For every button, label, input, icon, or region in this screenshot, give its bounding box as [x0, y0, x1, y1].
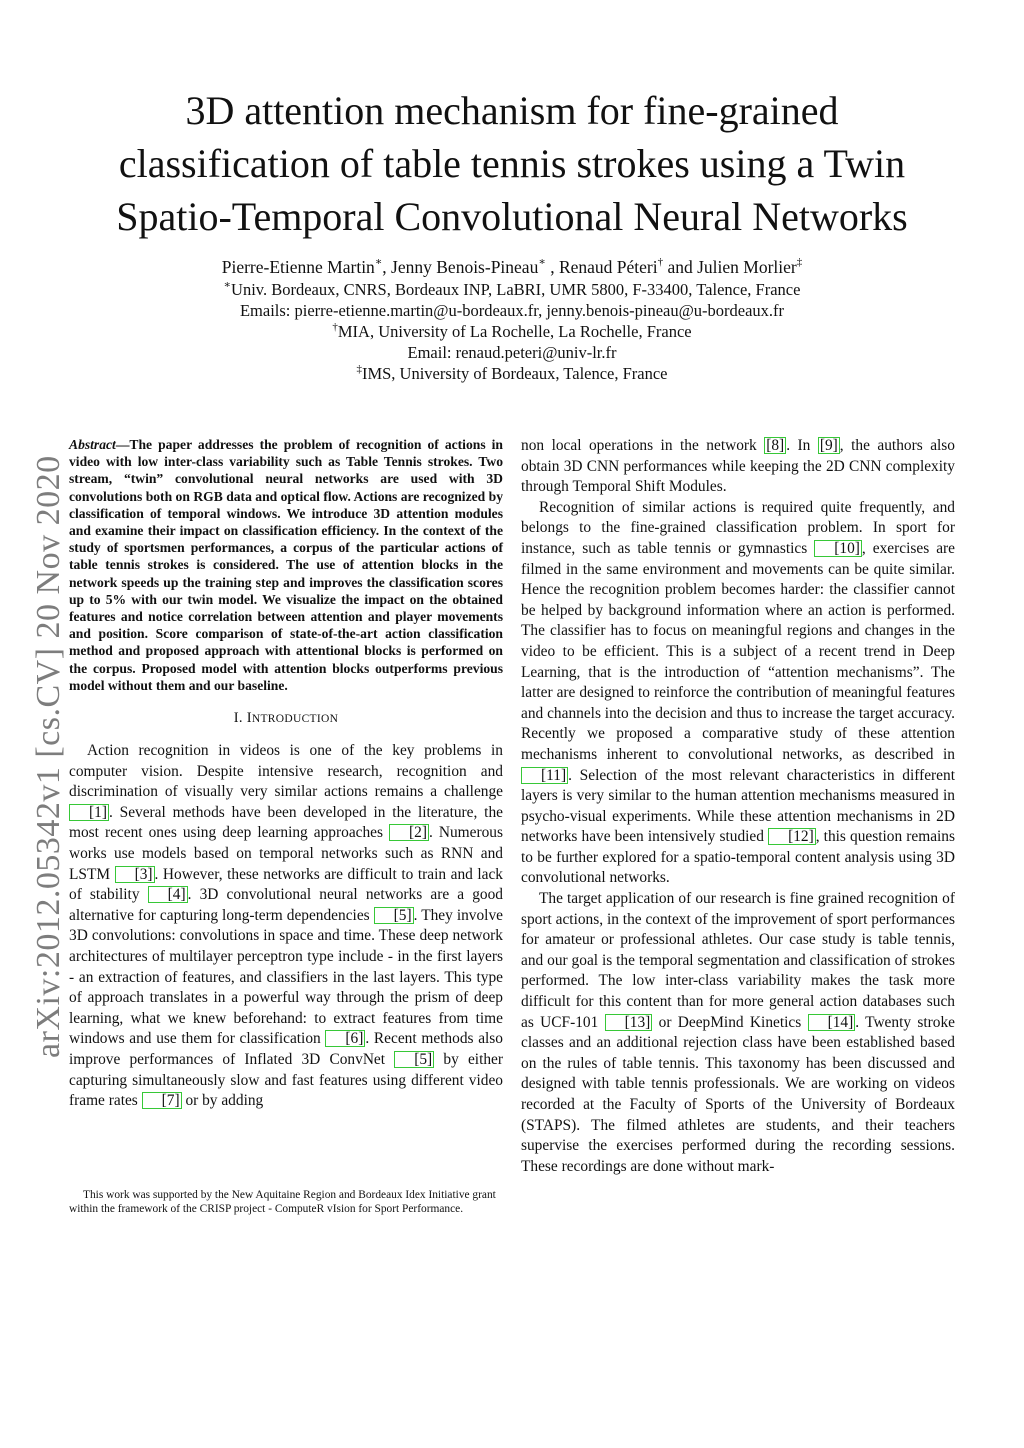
footnote: This work was supported by the New Aquitaine Region and Bordeaux Idex Initiative grant within the framework of the CRISP project - ComputeR vIsion for Sport Performance. — [69, 1189, 496, 1216]
intro-paragraph — [69, 741, 503, 1112]
author-block — [90, 256, 934, 384]
section-title-rest: NTRODUCTION — [251, 713, 339, 726]
citation-link[interactable]: [9] — [819, 437, 838, 454]
left-column — [69, 436, 503, 1112]
text-run: . Numerous works use models based on temporal networks such as RNN and LSTM — [69, 824, 503, 883]
section-first-letter: I — [246, 710, 252, 727]
affil-mark: ‡ — [796, 256, 803, 269]
text-run: . They involve 3D convolutions: convolutions in space and time. These deep network architectures of multilayer perceptron type include - in the first layers - an extraction of features, and classifiers in the last layers. This type of approach translates in a powerful way through the prism of deep learning, what we knew beforehand: to extract features from time windows and use them for classification — [69, 906, 503, 1048]
text-run: The target application of our research is fine grained recognition of sport actions, in the context of the improvement of sport performances for amateur or professional athletes. Our case study is table tennis, and our goal is the temporal segmentation and classification of strokes performed. The low inter-class variability makes the task more difficult for this content than for more general action databases such as UCF-101 — [521, 890, 955, 1031]
citation-link[interactable]: [1] — [69, 804, 109, 821]
section-heading — [69, 710, 503, 727]
text-run: , exercises are filmed in the same environment and movements can be quite similar. Hence the recognition problem becomes harder: the classifier cannot be helped by background information where an action is performed. The classifier has to focus on meaningful regions and changes in the video to be efficient. This is a subject of a recent trend in Deep Learning, that is the introduction of “attention mechanisms”. The latter are designed to reinforce the contribution of meaningful features and channels into the decision and thus to increase the target accuracy. Recently we proposed a comparative study of these attention mechanisms inherent to convolutional networks, as described in — [521, 539, 955, 763]
affiliation-email: Email: renaud.peteri@univ-lr.fr — [407, 343, 617, 362]
affiliation-mia — [90, 321, 934, 342]
affiliation-text: MIA, University of La Rochelle, La Rochelle, France — [337, 322, 692, 341]
abstract-text: —The paper addresses the problem of recognition of actions in video with low inter-class variability such as Table Tennis strokes. Two stream, “twin” convolutional neural networks are used with 3D convolutions both on RGB data and optical flow. Actions are recognized by classification of temporal windows. We introduce 3D attention modules and examine their impact on classification efficiency. In the context of the study of sportsmen performances, a corpus of the particular actions of table tennis strokes is considered. The use of attention blocks in the network speeds up the training step and improves the classification scores up to 5% with our twin model. We visualize the impact on the obtained features and notice correlation between attention and player movements and position. Score comparison of state-of-the-art action classification method and proposed approach with attentional blocks is performed on the corpus. Proposed model with attention blocks outperforms previous model without them and our baseline. — [69, 437, 503, 693]
text-run: or by adding — [181, 1092, 264, 1110]
text-run: . Recent methods also improve performances of Inflated 3D ConvNet — [69, 1030, 503, 1068]
arxiv-identifier: arXiv:2012.05342v1 [cs.CV] 20 Nov 2020 — [30, 455, 67, 1058]
intro-paragraph — [521, 436, 955, 498]
text-run: by either capturing simultaneously slow and fast features using different video frame rates — [69, 1050, 503, 1110]
affiliation-ims — [90, 363, 934, 384]
title-line: 3D attention mechanism for fine-grained — [185, 88, 839, 133]
text-run: . 3D convolutional neural networks are a good alternative for capturing long-term dependencies — [69, 886, 503, 924]
text-run: , the authors also obtain 3D CNN performances while keeping the 2D CNN complexity through Temporal Shift Modules. — [521, 437, 955, 496]
citation-link[interactable]: [5] — [374, 907, 414, 924]
affiliation-text: Univ. Bordeaux, CNRS, Bordeaux INP, LaBRI, UMR 5800, F-33400, Talence, France — [231, 280, 801, 299]
text-run: Recognition of similar actions is required quite frequently, and belongs to the fine-grained classification problem. In sport for instance, such as table tennis or gymnastics — [521, 498, 955, 557]
citation-link[interactable]: [13] — [605, 1014, 653, 1031]
affil-mark: ∗ — [538, 256, 546, 269]
text-run: Action recognition in videos is one of the key problems in computer vision. Despite intensive research, recognition and discrimination of visually very similar actions remains a challenge — [69, 742, 503, 801]
text-run: . Twenty stroke classes and an additional rejection class have been established based on the rules of table tennis. This taxonomy has been discussed and designed with table tennis professionals. We are working on videos recorded at the Faculty of Sports of the University of Bordeaux (STAPS). The filmed athletes are students, and their teachers supervise the exercises performed during the recording sessions. These recordings are done without mark- — [521, 1013, 955, 1175]
citation-link[interactable]: [2] — [389, 824, 429, 841]
citation-link[interactable]: [10] — [814, 540, 862, 557]
text-run: non local operations in the network — [521, 437, 765, 454]
citation-link[interactable]: [8] — [766, 437, 785, 454]
citation-link[interactable]: [5] — [394, 1051, 434, 1068]
affiliation-text: IMS, University of Bordeaux, Talence, France — [361, 364, 668, 383]
paper-title — [60, 84, 964, 243]
text-run: . However, these networks are difficult to train and lack of stability — [69, 865, 503, 904]
author-name: Pierre-Etienne Martin — [221, 257, 375, 277]
intro-paragraph — [521, 889, 955, 1177]
citation-link[interactable]: [14] — [808, 1014, 856, 1031]
text-run: . Selection of the most relevant characteristics in different layers is very similar to the human attention mechanisms measured in psycho-visual experiments. While these attention mechanisms in 2D networks have been intensively studied — [521, 766, 955, 846]
affiliation-emails: Emails: pierre-etienne.martin@u-bordeaux.fr, jenny.benois-pineau@u-bordeaux.fr — [239, 301, 785, 320]
affil-mark: ∗ — [223, 278, 232, 291]
author-name: , Renaud Péteri — [545, 257, 658, 277]
title-line: classification of table tennis strokes using a Twin — [118, 141, 906, 186]
intro-paragraph — [521, 498, 955, 889]
affil-mark: † — [657, 256, 664, 269]
right-column — [521, 436, 955, 1177]
section-number: I. — [233, 710, 247, 727]
citation-link[interactable]: [12] — [768, 828, 816, 845]
text-run: . In — [786, 437, 818, 454]
citation-link[interactable]: [11] — [521, 767, 568, 784]
author-list — [90, 256, 934, 279]
abstract-label: Abstract — [69, 437, 116, 452]
citation-link[interactable]: [4] — [148, 886, 188, 903]
affil-mark: ‡ — [356, 362, 362, 375]
text-run: . Several methods have been developed in the literature, the most recent ones using deep learning approaches — [69, 803, 503, 842]
citation-link[interactable]: [7] — [142, 1092, 182, 1109]
text-run: or DeepMind Kinetics — [652, 1013, 808, 1031]
text-run: , this question remains to be further explored for a spatio-temporal content analysis using 3D convolutional networks. — [521, 828, 955, 887]
affil-mark: † — [332, 320, 338, 333]
author-name: , Jenny Benois-Pineau — [382, 257, 539, 277]
citation-link[interactable]: [3] — [115, 866, 155, 883]
citation-link[interactable]: [6] — [325, 1030, 365, 1047]
abstract — [69, 436, 503, 694]
affiliation-univ — [90, 279, 934, 300]
affil-mark: ∗ — [374, 256, 383, 269]
title-line: Spatio-Temporal Convolutional Neural Networks — [116, 194, 908, 239]
author-name: and Julien Morlier — [663, 257, 797, 277]
